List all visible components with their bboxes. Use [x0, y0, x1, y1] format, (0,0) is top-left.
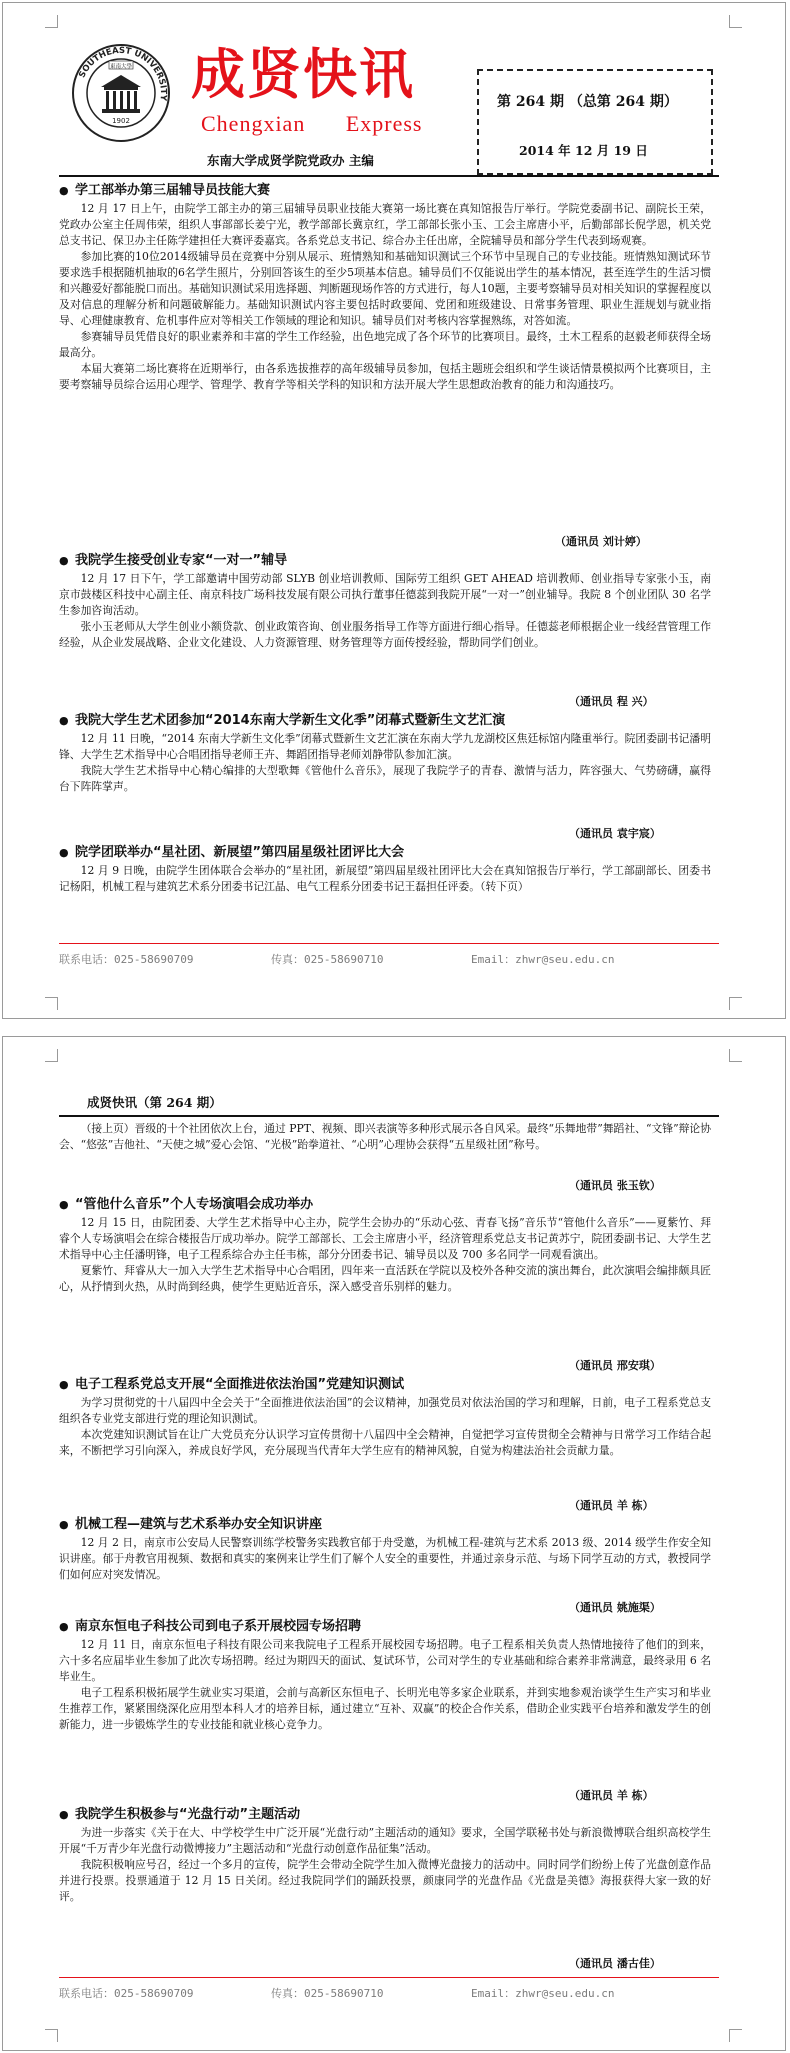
paragraph: 为进一步落实《关于在大、中学校学生中广泛开展“光盘行动”主题活动的通知》要求，全国学联秘书处与新浪微博联合组织高校学生开展“千万青少年光盘行动微博接力”主题活动和“光盘行动创意作品征集”活动。 [59, 1826, 711, 1855]
byline: （通讯员 程 兴） [569, 695, 654, 708]
paragraph: 我院积极响应号召，经过一个多月的宣传，院学生会带动全院学生加入微博光盘接力的活动中。同时同学们纷纷上传了光盘创意作品并进行投票。投票通道于 12 月 15 日关闭。经过我院同学们的踊跃投票，颜康同学的光盘作品《光盘是美德》海报获得大家一致的好评。 [59, 1858, 711, 1903]
page-gap [0, 1022, 790, 1034]
paragraph: 12 月 11 日，南京东恒电子科技有限公司来我院电子工程系开展校园专场招聘。电子工程系相关负责人热情地接待了他们的到来，六十多名应届毕业生参加了此次专场招聘。经过为期四天的面试、复试环节，公司对学生的专业基础和综合素养非常满意，最终录用 6 名毕业生。 [59, 1638, 711, 1683]
newsletter-title: 成贤快讯 [191, 43, 415, 106]
article-body [59, 1825, 711, 1905]
article-body [59, 1121, 711, 1153]
footer-rule [59, 1977, 719, 1978]
paragraph: （接上页）晋级的十个社团依次上台，通过 PPT、视频、即兴表演等多种形式展示各自风采。最终“乐舞地带”舞蹈社、“文锋”辩论协会、“悠弦”吉他社、“天使之城”爱心会馆、“光极”跆拳道社、“心明”心理协会获得“五星级社团”称号。 [59, 1122, 711, 1151]
newsletter-title-en: Chengxian Express [201, 111, 423, 136]
crop-mark [45, 1049, 58, 1062]
bullet-icon: ● [59, 1808, 69, 1821]
article-title: ● 我院学生接受创业专家“一对一”辅导 [59, 553, 288, 568]
byline: （通讯员 张玉钦） [569, 1179, 661, 1192]
bullet-icon: ● [59, 846, 69, 859]
bullet-icon: ● [59, 554, 69, 567]
article-body [59, 731, 711, 795]
paragraph: 我院大学生艺术指导中心精心编排的大型歌舞《管他什么音乐》，展现了我院学子的青春、激情与活力，阵容强大、气势磅礴，赢得台下阵阵掌声。 [59, 764, 711, 793]
article-title: ● 南京东恒电子科技公司到电子系开展校园专场招聘 [59, 1619, 362, 1634]
issue-date: 2014 年 12 月 19 日 [519, 143, 648, 158]
logo-inner-text: 東南大學 [109, 64, 133, 70]
footer-rule [59, 943, 719, 944]
article-title: ● 电子工程系党总支开展“全面推进依法治国”党建知识测试 [59, 1377, 405, 1392]
footer-fax: 传真：025-58690710 [271, 953, 384, 966]
logo-ring-text: SOUTHEAST UNIVERSITY [77, 45, 169, 102]
paragraph: 本次党建知识测试旨在让广大党员充分认识学习宣传贯彻十八届四中全会精神，自觉把学习宣传贯彻全会精神与日常学习工作结合起来，不断把学习引向深入，养成良好学风，充分展现当代青年大学生应有的精神风貌，自觉为构建法治社会贡献力量。 [59, 1428, 711, 1457]
article-body [59, 201, 711, 393]
article-body [59, 863, 711, 895]
byline: （通讯员 姚施渠） [569, 1601, 661, 1614]
logo-year: 1902 [112, 117, 130, 125]
paragraph: 参赛辅导员凭借良好的职业素养和丰富的学生工作经验，出色地完成了各个环节的比赛项目。最终，土木工程系的赵毅老师获得全场最高分。 [59, 330, 711, 359]
paragraph: 张小玉老师从大学生创业小额贷款、创业政策咨询、创业服务指导工作等方面进行细心指导。任德蕊老师根据企业一线经营管理工作经验，从企业发展战略、企业文化建设、人力资源管理、财务管理等方面传授经验，帮助同学们创业。 [59, 620, 711, 649]
paragraph: 12 月 9 日晚，由院学生团体联合会举办的“星社团，新展望”第四届星级社团评比大会在真知馆报告厅举行，学工部副部长、团委书记杨阳，机械工程与建筑艺术系分团委书记江晶、电气工程系分团委书记王磊担任评委。（转下页） [59, 864, 711, 893]
page-2 [2, 1036, 786, 2051]
university-logo [71, 43, 171, 143]
byline: （通讯员 羊 栋） [569, 1789, 654, 1802]
crop-mark [45, 2029, 58, 2042]
byline: （通讯员 邢安琪） [569, 1359, 661, 1372]
byline: （通讯员 潘古佳） [569, 1957, 661, 1970]
article-title: ● 我院学生积极参与“光盘行动”主题活动 [59, 1807, 301, 1822]
crop-mark [729, 997, 742, 1010]
article-body [59, 1637, 711, 1733]
article-title: ● 学工部举办第三届辅导员技能大赛 [59, 183, 271, 198]
byline: （通讯员 袁宇宸） [569, 827, 661, 840]
paragraph: 电子工程系积极拓展学生就业实习渠道，会前与高新区东恒电子、长明光电等多家企业联系，并到实地参观治谈学生生产实习和毕业生推荐工作，紧紧围绕深化应用型本科人才的培养目标，通过建立“互补、双赢”的校企合作关系，借助企业实践平台培养和激发学生的创新能力，进一步锻炼学生的专业技能和就业核心竞争力。 [59, 1686, 711, 1731]
bullet-icon: ● [59, 1620, 69, 1633]
crop-mark [729, 2029, 742, 2042]
article-body [59, 1395, 711, 1459]
article-body [59, 1535, 711, 1583]
masthead [59, 31, 719, 171]
article-body [59, 571, 711, 651]
footer-fax: 传真：025-58690710 [271, 1987, 384, 2000]
issue-number: 第 264 期 （总第 264 期） [497, 94, 678, 110]
crop-mark [729, 15, 742, 28]
page-1 [2, 2, 786, 1019]
bullet-icon: ● [59, 714, 69, 727]
bullet-icon: ● [59, 1198, 69, 1211]
footer-email: Email：zhwr@seu.edu.cn [471, 1987, 615, 2000]
crop-mark [45, 15, 58, 28]
paragraph: 12 月 15 日，由院团委、大学生艺术指导中心主办，院学生会协办的“乐动心弦、青春飞扬”音乐节“管他什么音乐”——夏紫竹、拜睿个人专场演唱会在综合楼报告厅成功举办。院学工部部长、工会主席唐小平，经济管理系党总支书记黄苏宁，院团委副书记、大学生艺术指导中心主任潘明锋，电子工程系综合办主任韦栋，部分分团委书记、辅导员以及 700 多名同学一同观看演出。 [59, 1216, 711, 1261]
paragraph: 为学习贯彻党的十八届四中全会关于“全面推进依法治国”的会议精神，加强党员对依法治国的学习和理解，日前，电子工程系党总支组织各专业党支部进行党的理论知识测试。 [59, 1396, 711, 1425]
footer-phone: 联系电话：025-58690709 [59, 1987, 194, 2000]
paragraph: 12 月 17 日上午，由院学工部主办的第三届辅导员职业技能大赛第一场比赛在真知馆报告厅举行。学院党委副书记、副院长王荣，党政办公室主任周伟荣，组织人事部部长姜宁光，教学部部长冀京红，学工部部长张小玉、工会主席唐小平，后勤部部长倪学恩，机关党总支书记、保卫办主任陈学建担任大赛评委嘉宾。各系党总支书记、综合办主任出席，全院辅导员和部分学生代表到场观赛。 [59, 202, 711, 247]
article-title: ● 机械工程—建筑与艺术系举办安全知识讲座 [59, 1517, 323, 1532]
paragraph: 12 月 11 日晚，“2014 东南大学新生文化季”闭幕式暨新生文艺汇演在东南大学九龙湖校区焦廷标馆内隆重举行。院团委副书记潘明锋、大学生艺术指导中心合唱团指导老师王卉、舞蹈团指导老师刘静带队参加汇演。 [59, 732, 711, 761]
paragraph: 本届大赛第二场比赛将在近期举行，由各系选拔推荐的高年级辅导员参加，包括主题班会组织和学生谈话情景模拟两个比赛项目，主要考察辅导员综合运用心理学、管理学、教育学等相关学科的知识和方法开展大学生思想政治教育的能力和沟通技巧。 [59, 362, 711, 391]
byline: （通讯员 刘计婷） [555, 535, 647, 548]
crop-mark [45, 997, 58, 1010]
issue-box [477, 69, 713, 175]
article-title: ● “管他什么音乐”个人专场演唱会成功举办 [59, 1197, 314, 1212]
paragraph: 12 月 2 日，南京市公安局人民警察训练学校警务实践教官郁于舟受邀，为机械工程-建筑与艺术系 2013 级、2014 级学生作安全知识讲座。郁于舟教官用视频、数据和真实的案例来让学生们了解个人安全的重要性，并通过亲身示范、与场下同学互动的方式，教授同学们如何应对突发情况。 [59, 1536, 711, 1581]
footer-phone: 联系电话：025-58690709 [59, 953, 194, 966]
article-title: ● 我院大学生艺术团参加“2014东南大学新生文化季”闭幕式暨新生文艺汇演 [59, 713, 506, 728]
header-rule [59, 175, 719, 179]
bullet-icon: ● [59, 184, 69, 197]
article-body [59, 1215, 711, 1295]
byline: （通讯员 羊 栋） [569, 1499, 654, 1512]
bullet-icon: ● [59, 1518, 69, 1531]
bullet-icon: ● [59, 1378, 69, 1391]
header-rule [59, 1115, 719, 1119]
paragraph: 夏紫竹、拜睿从大一加入大学生艺术指导中心合唱团，四年来一直活跃在学院以及校外各种交流的演出舞台，此次演唱会编排颇具匠心，从抒情到火热，从时尚到经典，使学生更贴近音乐，深入感受音乐别样的魅力。 [59, 1264, 711, 1293]
footer-email: Email：zhwr@seu.edu.cn [471, 953, 615, 966]
article-title: ● 院学团联举办“星社团、新展望”第四届星级社团评比大会 [59, 845, 405, 860]
crop-mark [729, 1049, 742, 1062]
running-head: 成贤快讯（第 264 期） [87, 1095, 222, 1110]
publisher: 东南大学成贤学院党政办 主编 [207, 153, 374, 168]
paragraph: 12 月 17 日下午，学工部邀请中国劳动部 SLYB 创业培训教师、国际劳工组织 GET AHEAD 培训教师、创业指导专家张小玉，南京市鼓楼区科技中心副主任、南京科技广场科技发展有限公司执行董事任德蕊到我院开展“一对一”创业辅导。我院 8 个创业团队 30 名学生参加咨询活动。 [59, 572, 711, 617]
paragraph: 参加比赛的10位2014级辅导员在竞赛中分别从展示、班情熟知和基础知识测试三个环节中呈现自己的专业技能。班情熟知测试环节要求选手根据随机抽取的6名学生照片，分别回答该生的至少5项基本信息。辅导员们不仅能说出学生的基本情况，甚至连学生的生活习惯和兴趣爱好都能脱口而出。基础知识测试采用选择题、判断题现场作答的方式进行，每人10题，主要考察辅导员对相关知识的掌握程度以及对信息的理解分析和问题破解能力。基础知识测试内容主要包括时政要闻、党团和班级建设、日常事务管理、职业生涯规划与就业指导、心理健康教育、危机事件应对等相关工作领域的理论和知识。辅导员们对考核内容掌握熟练，对答如流。 [59, 250, 711, 327]
